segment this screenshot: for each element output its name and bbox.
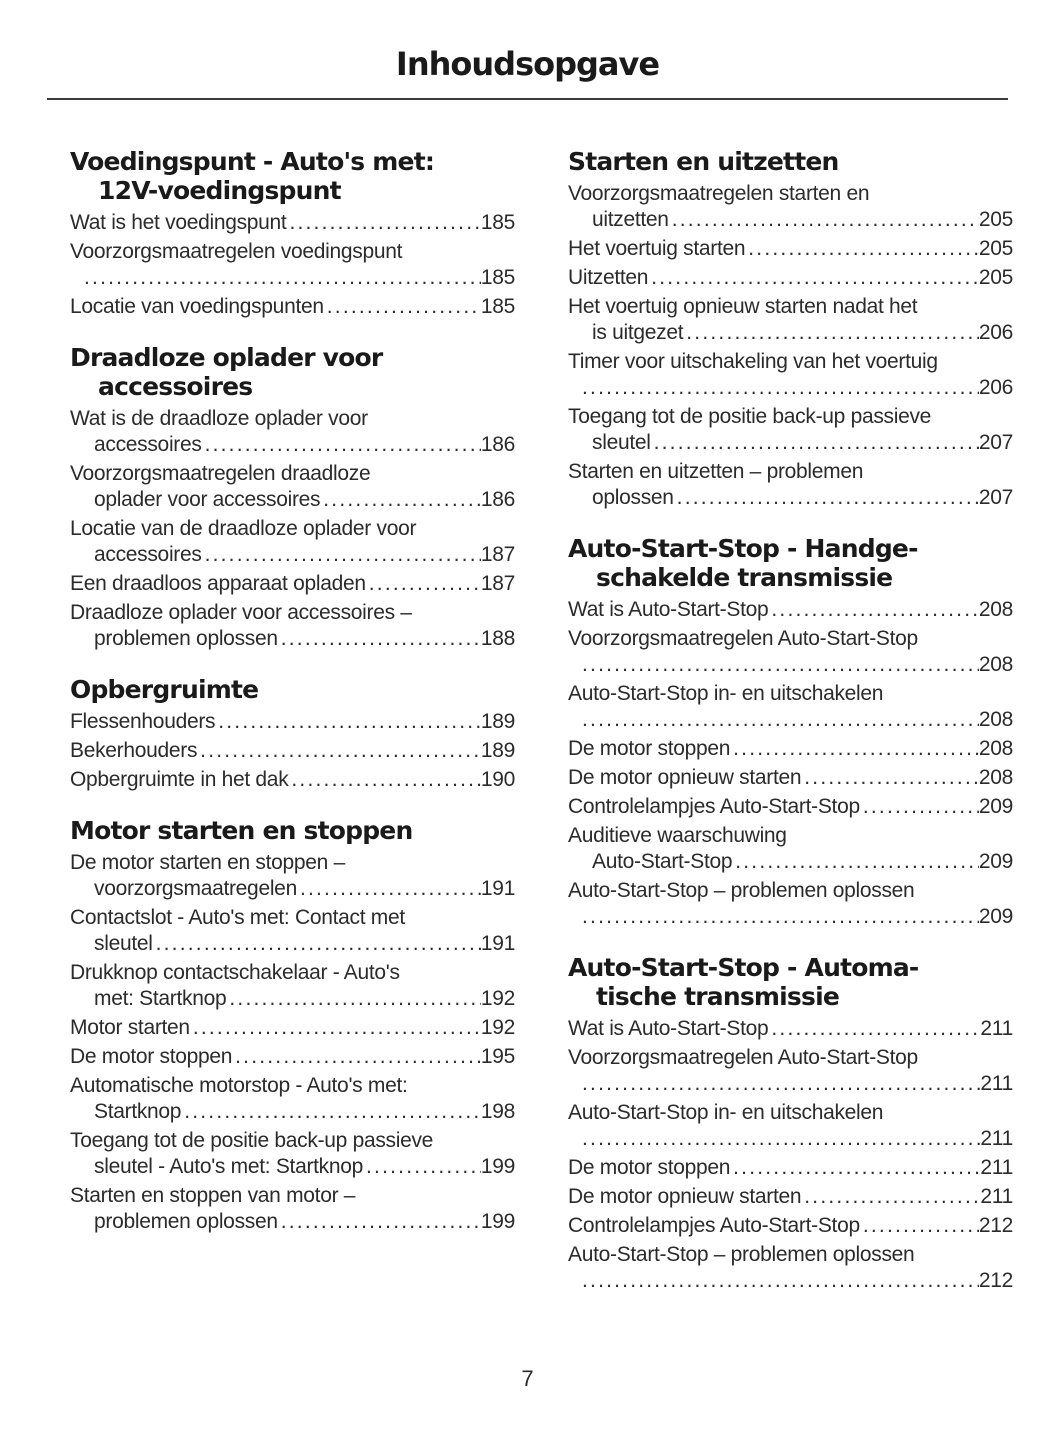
entry-line [568, 430, 1013, 456]
dot-leader [218, 709, 481, 735]
entry-page-number: 211 [980, 1185, 1013, 1208]
entry-line [70, 709, 515, 735]
entry-page-number: 191 [480, 932, 515, 955]
entry-line [70, 1044, 515, 1070]
dot-leader [369, 571, 481, 597]
heading-line: schakelde transmissie [596, 563, 893, 592]
entry-label: Contactslot - Auto's met: Contact met [70, 906, 405, 929]
dot-leader [804, 765, 979, 791]
entry-line [70, 487, 515, 513]
entry-line [568, 1213, 1013, 1239]
entry-page-number: 209 [978, 905, 1013, 928]
toc-entry [568, 1045, 1013, 1097]
toc-entry [70, 850, 515, 902]
toc-entry [70, 960, 515, 1012]
dot-leader [804, 1184, 980, 1210]
dot-leader [733, 1155, 980, 1181]
toc-entry [70, 600, 515, 652]
entry-line [70, 239, 515, 265]
entry-label: De motor opnieuw starten [568, 1185, 802, 1208]
toc-entry [568, 404, 1013, 456]
entry-page-number: 185 [480, 211, 515, 234]
heading-line: Voedingspunt - Auto's met: [70, 147, 435, 176]
entry-label: Auto-Start-Stop in- en uitschakelen [568, 682, 884, 705]
entry-line [70, 406, 515, 432]
toc-entry [568, 1242, 1013, 1294]
toc-entry [568, 765, 1013, 791]
entry-line [568, 878, 1013, 904]
entry-label: Voorzorgsmaatregelen voedingspunt [70, 240, 403, 263]
dot-leader [677, 485, 979, 511]
entry-page-number: 207 [978, 486, 1013, 509]
entry-label: Het voertuig opnieuw starten nadat het [568, 295, 918, 318]
entry-line [568, 736, 1013, 762]
toc-entry [70, 738, 515, 764]
toc-entry [70, 767, 515, 793]
entry-line [568, 1126, 1013, 1152]
entry-page-number: 211 [980, 1017, 1013, 1040]
entry-label: Voorzorgsmaatregelen Auto-Start-Stop [568, 1046, 918, 1069]
entry-page-number: 186 [480, 488, 515, 511]
entry-line [568, 626, 1013, 652]
entry-label: accessoires [94, 543, 202, 566]
entry-line [568, 707, 1013, 733]
entry-label: De motor stoppen [70, 1045, 233, 1068]
entry-page-number: 211 [980, 1072, 1013, 1095]
entry-label: Locatie van de draadloze oplader voor [70, 517, 417, 540]
entry-label: Automatische motorstop - Auto's met: [70, 1074, 408, 1097]
section-heading [70, 343, 515, 401]
section-heading [70, 816, 515, 845]
entry-label: Voorzorgsmaatregelen starten en [568, 182, 870, 205]
dot-leader [582, 652, 979, 678]
entry-line [568, 765, 1013, 791]
section-heading [568, 534, 1013, 592]
dot-leader [205, 432, 481, 458]
toc-entry [568, 181, 1013, 233]
entry-page-number: 190 [480, 768, 515, 791]
entry-label: Een draadloos apparaat opladen [70, 572, 366, 595]
entry-page-number: 205 [978, 208, 1013, 231]
heading-line: Motor starten en stoppen [70, 816, 413, 845]
toc-entry [568, 236, 1013, 262]
entry-label: sleutel - Auto's met: Startknop [94, 1155, 364, 1178]
entry-label: Uitzetten [568, 266, 649, 289]
entry-page-number: 206 [978, 321, 1013, 344]
toc-entry [568, 597, 1013, 623]
dot-leader [582, 375, 979, 401]
entry-page-number: 192 [480, 1016, 515, 1039]
dot-leader [156, 931, 481, 957]
entry-label: De motor opnieuw starten [568, 766, 802, 789]
entry-label: Startknop [94, 1100, 182, 1123]
toc-section [70, 343, 515, 652]
entry-page-number: 187 [480, 543, 515, 566]
entry-label: Voorzorgsmaatregelen draadloze [70, 462, 371, 485]
toc-entry [70, 1015, 515, 1041]
entry-label: accessoires [94, 433, 202, 456]
entry-page-number: 208 [978, 708, 1013, 731]
entry-page-number: 208 [978, 737, 1013, 760]
heading-line: tische transmissie [596, 982, 840, 1011]
page-number: 7 [521, 1366, 534, 1391]
entry-label: De motor starten en stoppen – [70, 851, 345, 874]
entry-label: Drukknop contactschakelaar - Auto's [70, 961, 400, 984]
dot-leader [863, 1213, 979, 1239]
entry-line [70, 986, 515, 1012]
toc-entry [568, 1155, 1013, 1181]
entry-label: Auto-Start-Stop in- en uitschakelen [568, 1101, 884, 1124]
entry-page-number: 207 [978, 431, 1013, 454]
entry-label: Draadloze oplader voor accessoires – [70, 601, 412, 624]
dot-leader [366, 1154, 481, 1180]
entry-line [568, 1071, 1013, 1097]
dot-leader [300, 876, 481, 902]
entry-page-number: 211 [980, 1156, 1013, 1179]
toc-entry [568, 1184, 1013, 1210]
entry-label: Starten en stoppen van motor – [70, 1184, 356, 1207]
toc-entry [568, 1100, 1013, 1152]
entry-line [568, 1242, 1013, 1268]
entry-label: Flessenhouders [70, 710, 216, 733]
toc-section [70, 816, 515, 1235]
toc-entry [568, 878, 1013, 930]
entry-line [70, 905, 515, 931]
entry-line [70, 542, 515, 568]
entry-line [70, 1154, 515, 1180]
toc-entry [70, 1128, 515, 1180]
entry-line [568, 1184, 1013, 1210]
toc-entry [568, 1213, 1013, 1239]
entry-line [70, 767, 515, 793]
entry-page-number: 198 [480, 1100, 515, 1123]
entry-label: Auto-Start-Stop [592, 850, 733, 873]
dot-leader [291, 767, 480, 793]
heading-line: Draadloze oplader voor [70, 343, 383, 372]
section-heading [568, 953, 1013, 1011]
toc-entry [70, 905, 515, 957]
entry-label: Locatie van voedingspunten [70, 295, 324, 318]
entry-line [70, 294, 515, 320]
toc-section [70, 147, 515, 320]
entry-line [568, 265, 1013, 291]
dot-leader [863, 794, 979, 820]
heading-line: 12V-voedingspunt [98, 176, 341, 205]
dot-leader [200, 738, 481, 764]
entry-line [568, 1155, 1013, 1181]
entry-label: Controlelampjes Auto-Start-Stop [568, 795, 860, 818]
dot-leader [205, 542, 481, 568]
entry-line [70, 1015, 515, 1041]
entry-label: De motor stoppen [568, 1156, 731, 1179]
entry-page-number: 186 [480, 433, 515, 456]
heading-line: Opbergruimte [70, 675, 259, 704]
toc-entry [70, 461, 515, 513]
dot-leader [582, 1126, 980, 1152]
entry-label: problemen oplossen [94, 627, 278, 650]
entry-line [70, 626, 515, 652]
entry-line [568, 181, 1013, 207]
toc-entry [70, 294, 515, 320]
heading-line: accessoires [98, 372, 253, 401]
entry-line [70, 516, 515, 542]
entry-label: De motor stoppen [568, 737, 731, 760]
entry-line [568, 1100, 1013, 1126]
entry-page-number: 187 [480, 572, 515, 595]
entry-line [568, 375, 1013, 401]
entry-page-number: 205 [978, 266, 1013, 289]
entry-label: Controlelampjes Auto-Start-Stop [568, 1214, 860, 1237]
entry-line [568, 207, 1013, 233]
entry-page-number: 189 [480, 710, 515, 733]
entry-line [70, 738, 515, 764]
dot-leader [281, 1209, 481, 1235]
toc-entry [70, 571, 515, 597]
entry-label: Opbergruimte in het dak [70, 768, 289, 791]
entry-label: oplader voor accessoires [94, 488, 321, 511]
entry-label: Auto-Start-Stop – problemen oplossen [568, 1243, 915, 1266]
entry-page-number: 208 [978, 653, 1013, 676]
entry-line [70, 931, 515, 957]
entry-label: Wat is Auto-Start-Stop [568, 1017, 769, 1040]
toc-section [568, 953, 1013, 1294]
entry-line [70, 210, 515, 236]
toc-entry [568, 681, 1013, 733]
dot-leader [184, 1099, 481, 1125]
entry-page-number: 192 [480, 987, 515, 1010]
entry-label: oplossen [592, 486, 674, 509]
entry-line [568, 794, 1013, 820]
dot-leader [735, 849, 979, 875]
entry-page-number: 185 [480, 295, 515, 318]
section-heading [70, 147, 515, 205]
entry-label: sleutel [592, 431, 651, 454]
entry-page-number: 209 [978, 850, 1013, 873]
dot-leader [84, 265, 481, 291]
toc-entry [70, 1073, 515, 1125]
dot-leader [193, 1015, 481, 1041]
dot-leader [686, 320, 979, 346]
dot-leader [748, 236, 979, 262]
entry-page-number: 199 [480, 1210, 515, 1233]
entry-page-number: 209 [978, 795, 1013, 818]
toc-entry [568, 794, 1013, 820]
entry-page-number: 195 [480, 1045, 515, 1068]
entry-line [568, 485, 1013, 511]
entry-line [568, 1045, 1013, 1071]
entry-line [568, 236, 1013, 262]
entry-label: Auditieve waarschuwing [568, 824, 787, 847]
entry-page-number: 206 [978, 376, 1013, 399]
dot-leader [582, 707, 979, 733]
entry-line [568, 320, 1013, 346]
entry-label: Bekerhouders [70, 739, 198, 762]
entry-line [568, 349, 1013, 375]
entry-page-number: 208 [978, 766, 1013, 789]
entry-page-number: 212 [978, 1214, 1013, 1237]
toc-entry [70, 1044, 515, 1070]
toc-entry [70, 1183, 515, 1235]
entry-label: Toegang tot de positie back-up passieve [70, 1129, 434, 1152]
entry-line [70, 876, 515, 902]
entry-line [568, 681, 1013, 707]
toc-entry [568, 294, 1013, 346]
entry-page-number: 188 [480, 627, 515, 650]
entry-line [70, 1183, 515, 1209]
page-title: Inhoudsopgave [395, 45, 660, 83]
heading-line: Auto-Start-Stop - Handge- [568, 534, 918, 563]
toc-section [70, 675, 515, 793]
entry-line [70, 432, 515, 458]
dot-leader [672, 207, 979, 233]
toc-entry [568, 736, 1013, 762]
heading-line: Starten en uitzetten [568, 147, 839, 176]
entry-page-number: 211 [980, 1127, 1013, 1150]
dot-leader [327, 294, 481, 320]
dot-leader [281, 626, 481, 652]
entry-line [70, 1073, 515, 1099]
dot-leader [582, 904, 979, 930]
dot-leader [733, 736, 979, 762]
entry-line [568, 652, 1013, 678]
entry-page-number: 208 [978, 598, 1013, 621]
entry-line [70, 960, 515, 986]
toc-entry [568, 459, 1013, 511]
entry-line [568, 1268, 1013, 1294]
toc-entry [568, 626, 1013, 678]
dot-leader [582, 1071, 980, 1097]
dot-leader [582, 1268, 979, 1294]
entry-label: voorzorgsmaatregelen [94, 877, 297, 900]
entry-label: uitzetten [592, 208, 669, 231]
entry-page-number: 185 [480, 266, 515, 289]
dot-leader [235, 1044, 481, 1070]
dot-leader [771, 1016, 980, 1042]
toc-entry [70, 406, 515, 458]
toc-columns [0, 100, 1055, 1317]
entry-label: sleutel [94, 932, 153, 955]
entry-line [568, 904, 1013, 930]
toc-entry [568, 265, 1013, 291]
entry-line [568, 849, 1013, 875]
entry-label: Voorzorgsmaatregelen Auto-Start-Stop [568, 627, 918, 650]
toc-entry [70, 709, 515, 735]
entry-line [568, 1016, 1013, 1042]
entry-page-number: 199 [480, 1155, 515, 1178]
entry-page-number: 212 [978, 1269, 1013, 1292]
entry-label: is uitgezet [592, 321, 684, 344]
entry-line [70, 600, 515, 626]
entry-line [70, 265, 515, 291]
toc-entry [568, 349, 1013, 401]
toc-entry [568, 823, 1013, 875]
toc-entry [568, 1016, 1013, 1042]
dot-leader [323, 487, 481, 513]
dot-leader [651, 265, 979, 291]
dot-leader [229, 986, 480, 1012]
toc-column-right [568, 147, 1013, 1317]
entry-line [568, 294, 1013, 320]
entry-line [568, 459, 1013, 485]
entry-page-number: 191 [480, 877, 515, 900]
section-heading [70, 675, 515, 704]
section-heading [568, 147, 1013, 176]
entry-label: Wat is het voedingspunt [70, 211, 287, 234]
toc-entry [70, 516, 515, 568]
toc-section [568, 534, 1013, 930]
entry-line [70, 1099, 515, 1125]
entry-line [568, 597, 1013, 623]
entry-label: Auto-Start-Stop – problemen oplossen [568, 879, 915, 902]
entry-label: met: Startknop [94, 987, 227, 1010]
entry-page-number: 205 [978, 237, 1013, 260]
entry-label: Starten en uitzetten – problemen [568, 460, 864, 483]
entry-line [568, 823, 1013, 849]
entry-line [70, 850, 515, 876]
entry-page-number: 189 [480, 739, 515, 762]
heading-line: Auto-Start-Stop - Automa- [568, 953, 919, 982]
entry-label: Wat is de draadloze oplader voor [70, 407, 368, 430]
entry-label: Toegang tot de positie back-up passieve [568, 405, 932, 428]
toc-entry [70, 239, 515, 291]
dot-leader [289, 210, 480, 236]
entry-label: Wat is Auto-Start-Stop [568, 598, 769, 621]
entry-line [70, 461, 515, 487]
toc-entry [70, 210, 515, 236]
entry-line [70, 1209, 515, 1235]
entry-label: problemen oplossen [94, 1210, 278, 1233]
entry-line [70, 1128, 515, 1154]
toc-column-left [70, 147, 515, 1317]
entry-label: Het voertuig starten [568, 237, 746, 260]
entry-label: Timer voor uitschakeling van het voertuig [568, 350, 938, 373]
entry-label: Motor starten [70, 1016, 190, 1039]
entry-line [70, 571, 515, 597]
dot-leader [771, 597, 978, 623]
dot-leader [654, 430, 979, 456]
entry-line [568, 404, 1013, 430]
toc-section [568, 147, 1013, 511]
